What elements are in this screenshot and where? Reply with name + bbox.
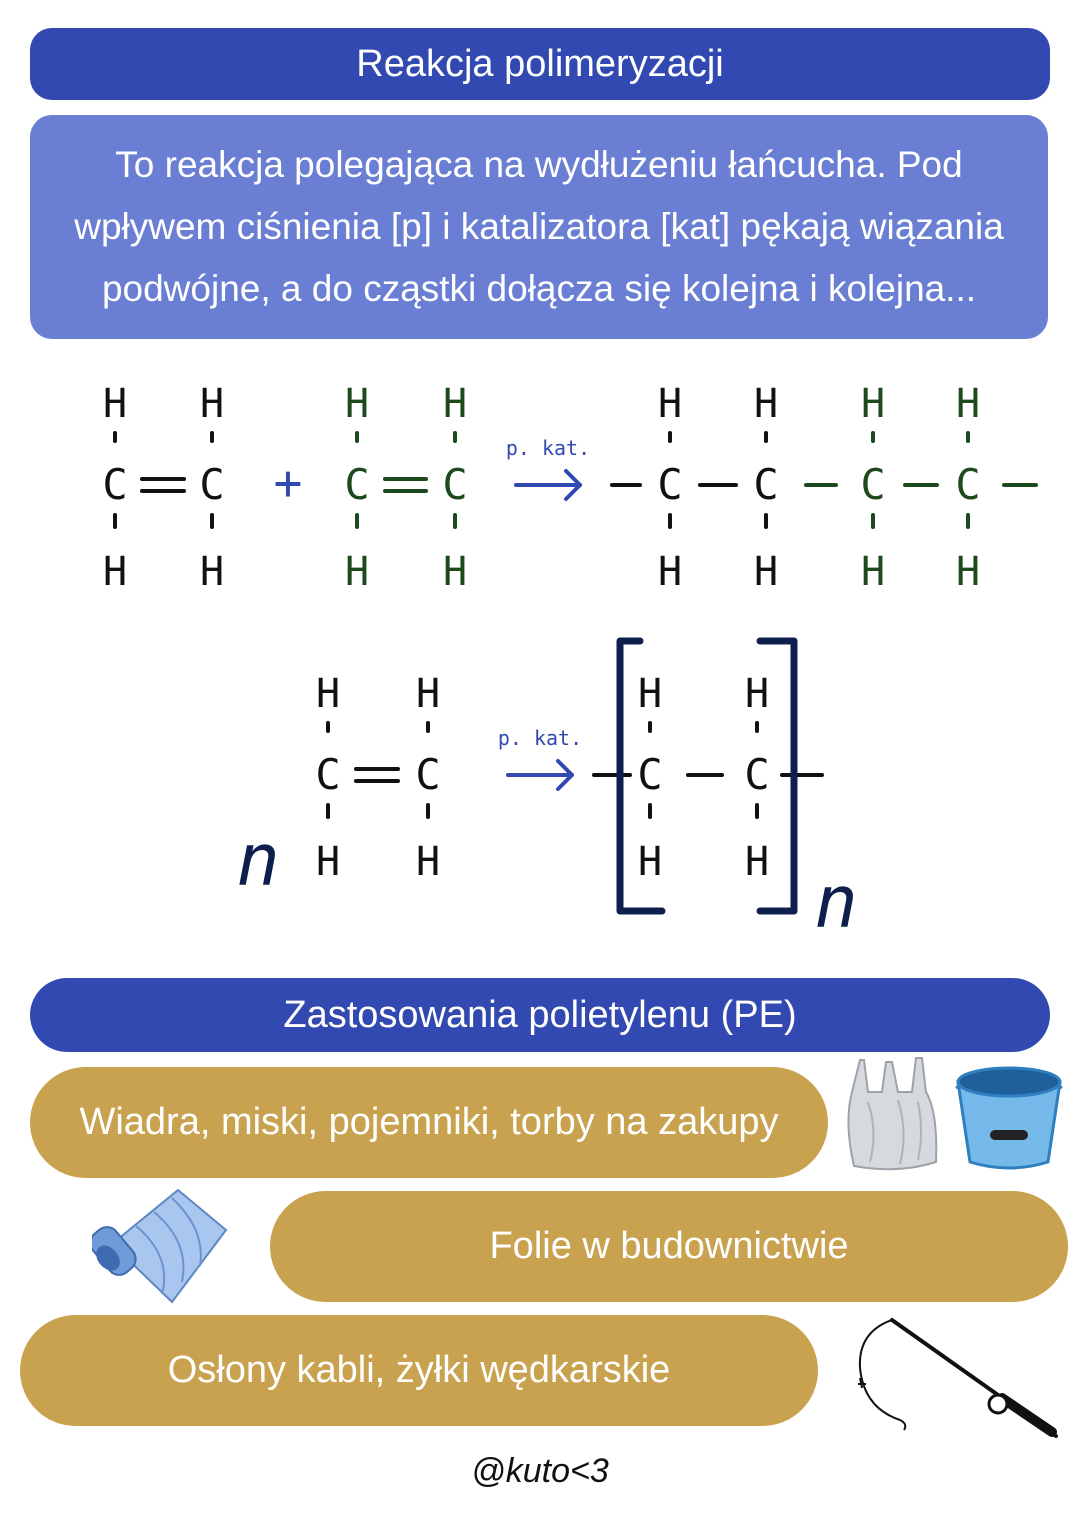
signature: @kuto<3 [471, 1452, 609, 1490]
page-title-band [30, 28, 1050, 100]
polymerization-equations [0, 355, 1080, 930]
application-item-cables [20, 1315, 818, 1426]
applications-title-band [30, 978, 1050, 1052]
carbon-atom: C [637, 750, 663, 799]
hydrogen-atom: H [199, 381, 225, 427]
application-item-containers [30, 1067, 828, 1178]
plastic-bag-icon [838, 1052, 944, 1176]
hydrogen-atom: H [415, 839, 441, 885]
application-item-label: Folie w budownictwie [489, 1225, 849, 1267]
hydrogen-atom: H [637, 671, 663, 717]
bucket-icon [950, 1058, 1068, 1174]
hydrogen-atom: H [753, 549, 779, 595]
hydrogen-atom: H [442, 381, 468, 427]
plus-sign: + [273, 455, 303, 511]
carbon-atom: C [955, 460, 981, 509]
definition-box [30, 115, 1048, 339]
carbon-atom: C [442, 460, 468, 509]
carbon-atom: C [102, 460, 128, 509]
hydrogen-atom: H [860, 549, 886, 595]
hydrogen-atom: H [657, 381, 683, 427]
hydrogen-atom: H [955, 381, 981, 427]
carbon-atom: C [415, 750, 441, 799]
hydrogen-atom: H [199, 549, 225, 595]
application-item-foil [270, 1191, 1068, 1302]
carbon-atom: C [753, 460, 779, 509]
reaction-condition: p. kat. [505, 436, 591, 460]
hydrogen-atom: H [753, 381, 779, 427]
hydrogen-atom: H [860, 381, 886, 427]
hydrogen-atom: H [744, 671, 770, 717]
carbon-atom: C [657, 460, 683, 509]
hydrogen-atom: H [344, 381, 370, 427]
hydrogen-atom: H [442, 549, 468, 595]
carbon-atom: C [199, 460, 225, 509]
page-title: Reakcja polimeryzacji [356, 42, 724, 85]
applications-title: Zastosowania polietylenu (PE) [283, 993, 797, 1036]
reaction-condition: p. kat. [497, 726, 583, 750]
hydrogen-atom: H [744, 839, 770, 885]
definition-text: To reakcja polegająca na wydłużeniu łańcucha. Pod wpływem ciśnienia [p] i katalizatora [kat] pękają wiązania podwójne, a do cząstki dołącza się kolejna i kolejna... [74, 144, 1004, 309]
hydrogen-atom: H [315, 671, 341, 717]
fishing-rod-icon [852, 1312, 1064, 1446]
application-item-label: Osłony kabli, żyłki wędkarskie [167, 1349, 671, 1391]
hydrogen-atom: H [415, 671, 441, 717]
hydrogen-atom: H [102, 549, 128, 595]
carbon-atom: C [315, 750, 341, 799]
hydrogen-atom: H [637, 839, 663, 885]
carbon-atom: C [744, 750, 770, 799]
hydrogen-atom: H [657, 549, 683, 595]
hydrogen-atom: H [102, 381, 128, 427]
application-item-label: Wiadra, miski, pojemniki, torby na zakupy [79, 1101, 779, 1143]
hydrogen-atom: H [344, 549, 370, 595]
hydrogen-atom: H [955, 549, 981, 595]
foil-roll-icon [92, 1186, 228, 1304]
n-coefficient: n [236, 818, 280, 902]
carbon-atom: C [344, 460, 370, 509]
hydrogen-atom: H [315, 839, 341, 885]
carbon-atom: C [860, 460, 886, 509]
n-subscript: n [814, 860, 858, 930]
